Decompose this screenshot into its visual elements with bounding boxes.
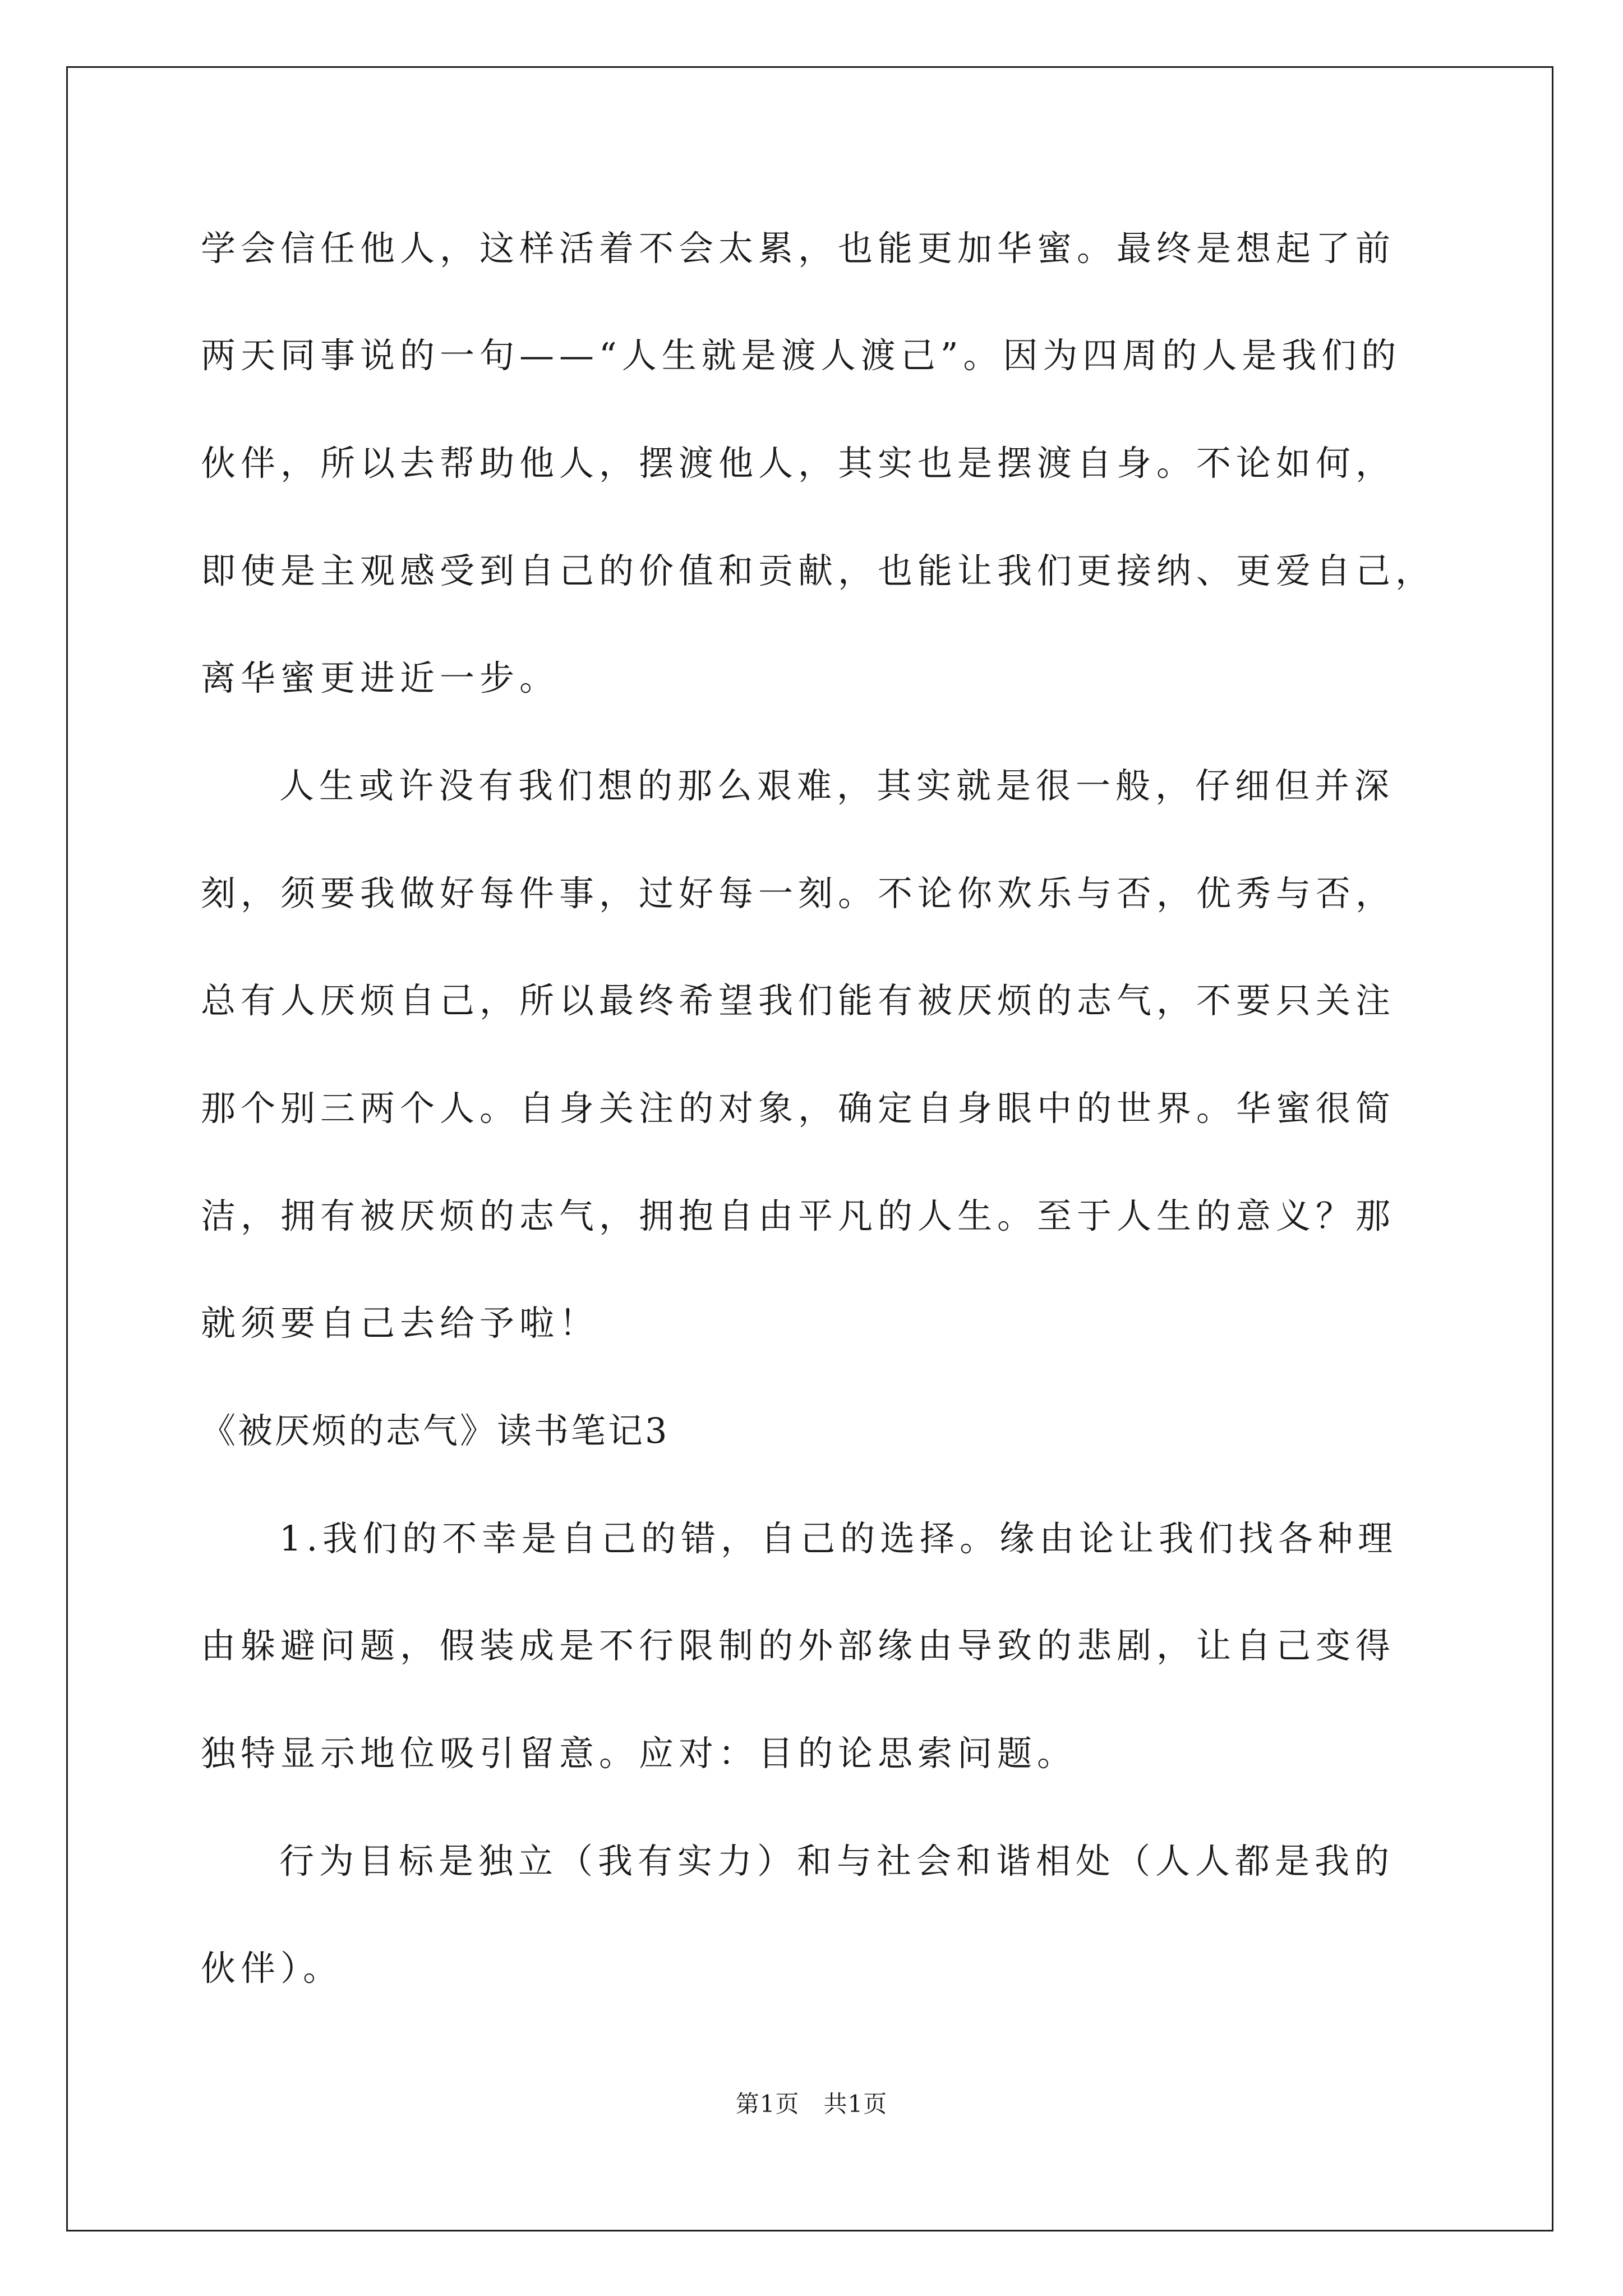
text-line: 洁，拥有被厌烦的志气，拥抱自由平凡的人生。至于人生的意义？那 <box>201 1195 1396 1236</box>
text-line: 就须要自己去给予啦！ <box>201 1303 600 1343</box>
text-line: 刻，须要我做好每件事，过好每一刻。不论你欢乐与否，优秀与否， <box>201 873 1396 914</box>
section-heading: 《被厌烦的志气》读书笔记3 <box>201 1410 670 1451</box>
text-line: 那个别三两个人。自身关注的对象，确定自身眼中的世界。华蜜很简 <box>201 1088 1396 1129</box>
text-line: 由躲避问题，假装成是不行限制的外部缘由导致的悲剧，让自己变得 <box>201 1625 1396 1666</box>
page-number-footer: 第1页 共1页 <box>735 2090 888 2118</box>
text-line: 两天同事说的一句——“人生就是渡人渡己”。因为四周的人是我们的 <box>201 335 1401 376</box>
page-border <box>66 66 1553 2231</box>
text-line: 离华蜜更进近一步。 <box>201 657 560 698</box>
text-line: 总有人厌烦自己，所以最终希望我们能有被厌烦的志气，不要只关注 <box>201 980 1396 1021</box>
text-line: 即使是主观感受到自己的价值和贡献，也能让我们更接纳、更爱自己， <box>201 550 1436 591</box>
text-line: 伙伴）。 <box>201 1948 343 1989</box>
text-line: 学会信任他人，这样活着不会太累，也能更加华蜜。最终是想起了前 <box>201 228 1396 269</box>
paragraph-start-line: 行为目标是独立（我有实力）和与社会和谐相处（人人都是我的 <box>279 1841 1395 1881</box>
text-line: 伙伴，所以去帮助他人，摆渡他人，其实也是摆渡自身。不论如何， <box>201 443 1396 484</box>
text-line: 独特显示地位吸引留意。应对：目的论思索问题。 <box>201 1733 1077 1774</box>
paragraph-start-line: 人生或许没有我们想的那么艰难，其实就是很一般，仔细但并深 <box>279 765 1395 806</box>
paragraph-start-line: 1.我们的不幸是自己的错，自己的选择。缘由论让我们找各种理 <box>279 1518 1398 1559</box>
